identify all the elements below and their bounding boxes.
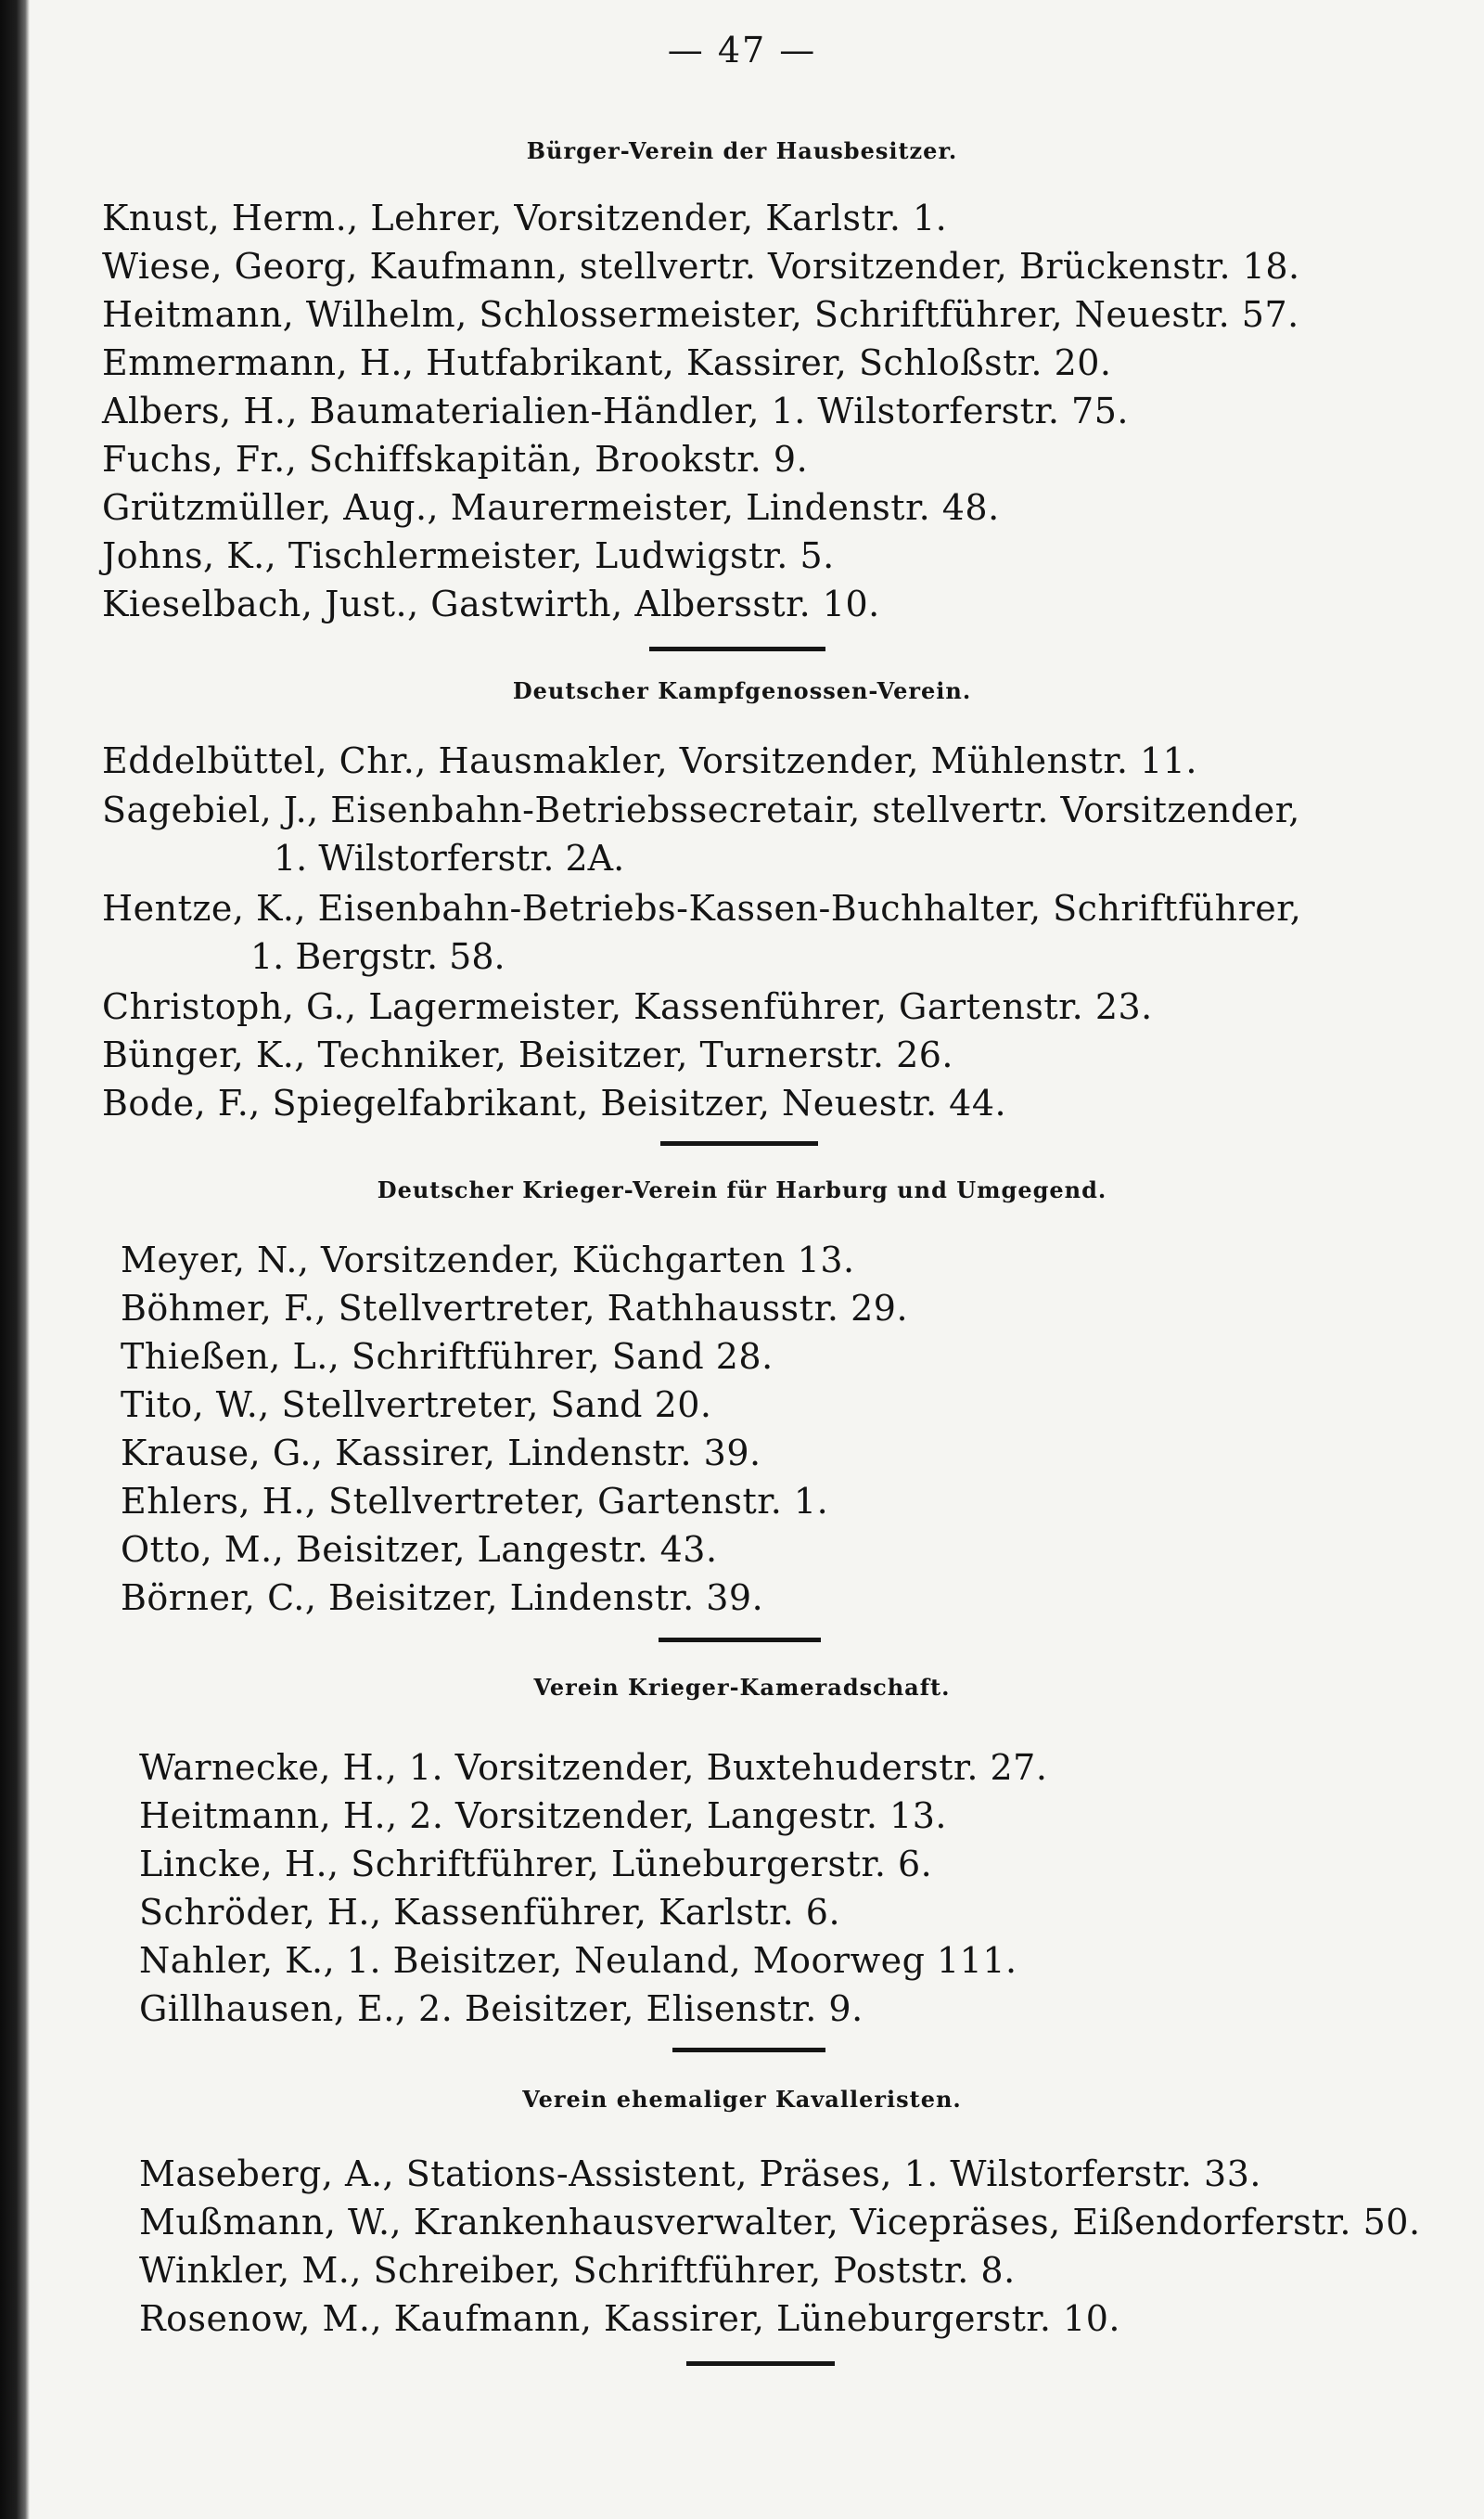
list-item: Eddelbüttel, Chr., Hausmakler, Vorsitzender, Mühlenstr. 11. bbox=[102, 740, 1197, 781]
list-item: Thießen, L., Schriftführer, Sand 28. bbox=[121, 1336, 774, 1377]
section-divider bbox=[659, 1638, 821, 1642]
list-item: Albers, H., Baumaterialien-Händler, 1. Wilstorferstr. 75. bbox=[102, 391, 1129, 431]
list-item: Warnecke, H., 1. Vorsitzender, Buxtehuderstr. 27. bbox=[139, 1747, 1048, 1788]
list-item: Böhmer, F., Stellvertreter, Rathhausstr. 29. bbox=[121, 1288, 909, 1329]
list-item: Schröder, H., Kassenführer, Karlstr. 6. bbox=[139, 1892, 841, 1933]
list-item: Hentze, K., Eisenbahn-Betriebs-Kassen-Buchhalter, Schriftführer, bbox=[102, 888, 1302, 929]
list-item: Maseberg, A., Stations-Assistent, Präses, 1. Wilstorferstr. 33. bbox=[139, 2153, 1261, 2194]
section-divider bbox=[672, 2048, 825, 2052]
section-heading-krieger-verein: Deutscher Krieger-Verein für Harburg und Umgegend. bbox=[377, 1176, 1107, 1203]
section-heading-krieger-kameradschaft: Verein Krieger-Kameradschaft. bbox=[533, 1674, 951, 1701]
list-item: Tito, W., Stellvertreter, Sand 20. bbox=[121, 1384, 712, 1425]
list-item: Krause, G., Kassirer, Lindenstr. 39. bbox=[121, 1433, 761, 1473]
list-item: Sagebiel, J., Eisenbahn-Betriebssecretair, stellvertr. Vorsitzender, bbox=[102, 790, 1300, 830]
section-heading-kavalleristen: Verein ehemaliger Kavalleristen. bbox=[522, 2086, 962, 2113]
section-divider bbox=[660, 1141, 818, 1146]
list-item: Börner, C., Beisitzer, Lindenstr. 39. bbox=[121, 1577, 764, 1618]
list-item: Johns, K., Tischlermeister, Ludwigstr. 5. bbox=[102, 535, 835, 576]
list-item: Winkler, M., Schreiber, Schriftführer, Poststr. 8. bbox=[139, 2250, 1016, 2291]
list-item: Meyer, N., Vorsitzender, Küchgarten 13. bbox=[121, 1240, 855, 1280]
list-item: Rosenow, M., Kaufmann, Kassirer, Lüneburgerstr. 10. bbox=[139, 2298, 1120, 2339]
list-item-continuation: 1. Bergstr. 58. bbox=[250, 936, 505, 977]
list-item: Bünger, K., Techniker, Beisitzer, Turnerstr. 26. bbox=[102, 1035, 954, 1075]
section-heading-buerger-verein: Bürger-Verein der Hausbesitzer. bbox=[526, 137, 958, 164]
list-item-continuation: 1. Wilstorferstr. 2A. bbox=[274, 838, 625, 879]
list-item: Emmermann, H., Hutfabrikant, Kassirer, Schloßstr. 20. bbox=[102, 342, 1112, 383]
section-divider bbox=[686, 2361, 835, 2366]
page-binding-edge bbox=[0, 0, 30, 2519]
list-item: Christoph, G., Lagermeister, Kassenführer, Gartenstr. 23. bbox=[102, 986, 1153, 1027]
list-item: Heitmann, H., 2. Vorsitzender, Langestr. 13. bbox=[139, 1795, 947, 1836]
list-item: Otto, M., Beisitzer, Langestr. 43. bbox=[121, 1529, 718, 1570]
list-item: Ehlers, H., Stellvertreter, Gartenstr. 1. bbox=[121, 1481, 829, 1522]
list-item: Gillhausen, E., 2. Beisitzer, Elisenstr. 9. bbox=[139, 1988, 864, 2029]
list-item: Knust, Herm., Lehrer, Vorsitzender, Karlstr. 1. bbox=[102, 198, 948, 238]
list-item: Kieselbach, Just., Gastwirth, Albersstr. 10. bbox=[102, 584, 880, 624]
page-number: — 47 — bbox=[667, 30, 817, 71]
list-item: Bode, F., Spiegelfabrikant, Beisitzer, Neuestr. 44. bbox=[102, 1083, 1007, 1124]
list-item: Lincke, H., Schriftführer, Lüneburgerstr. 6. bbox=[139, 1844, 933, 1884]
list-item: Heitmann, Wilhelm, Schlossermeister, Schriftführer, Neuestr. 57. bbox=[102, 294, 1299, 335]
list-item: Wiese, Georg, Kaufmann, stellvertr. Vorsitzender, Brückenstr. 18. bbox=[102, 246, 1300, 287]
list-item: Nahler, K., 1. Beisitzer, Neuland, Moorweg 111. bbox=[139, 1940, 1017, 1981]
section-heading-kampfgenossen-verein: Deutscher Kampfgenossen-Verein. bbox=[512, 677, 972, 704]
list-item: Mußmann, W., Krankenhausverwalter, Vicepräses, Eißendorferstr. 50. bbox=[139, 2202, 1421, 2243]
list-item: Fuchs, Fr., Schiffskapitän, Brookstr. 9. bbox=[102, 439, 809, 480]
section-divider bbox=[649, 647, 825, 651]
list-item: Grützmüller, Aug., Maurermeister, Lindenstr. 48. bbox=[102, 487, 1000, 528]
